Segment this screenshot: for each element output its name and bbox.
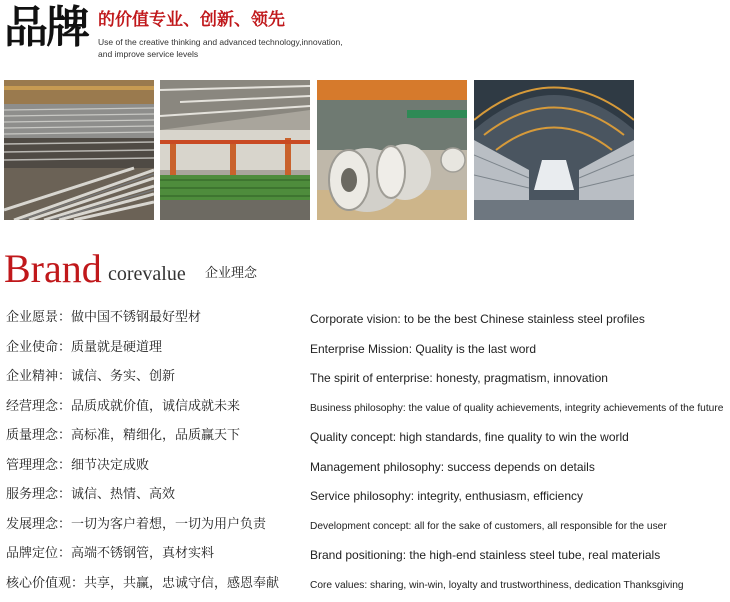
- value-cn: 服务理念：诚信、热情、高效: [6, 487, 176, 502]
- warehouse-hall-photo: [474, 80, 634, 220]
- value-row: [0, 514, 730, 543]
- value-en: Enterprise Mission: Quality is the last word: [310, 341, 537, 356]
- value-cn: 品牌定位：高端不锈钢管，真材实料: [6, 546, 215, 561]
- header-title: 品牌: [4, 2, 88, 53]
- value-cn: 企业精神：诚信、务实、创新: [6, 369, 176, 384]
- value-en: Service philosophy: integrity, enthusiasm, efficiency: [310, 489, 584, 503]
- value-en: Management philosophy: success depends on details: [310, 459, 595, 474]
- value-row: [0, 425, 730, 454]
- brand-word: Brand: [4, 246, 102, 291]
- value-cn: 发展理念：一切为客户着想，一切为用户负责: [6, 516, 267, 532]
- value-en: Quality concept: high standards, fine quality to win the world: [310, 430, 629, 444]
- value-en: The spirit of enterprise: honesty, pragmatism, innovation: [310, 371, 608, 385]
- value-row: [0, 543, 730, 572]
- value-en: Development concept: all for the sake of customers, all responsible for the user: [310, 520, 667, 532]
- header-description-line-1: Use of the creative thinking and advanced technology,innovation,: [98, 37, 343, 47]
- value-row: [0, 484, 730, 513]
- header-slogan: 的价值专业、创新、领先: [98, 10, 285, 30]
- value-row: [0, 396, 730, 425]
- factory-floor-photo: [160, 80, 310, 220]
- header-description-line-2: and improve service levels: [98, 49, 199, 59]
- value-en: Core values: sharing, win-win, loyalty and trustworthiness, dedication Thanksgiving: [310, 579, 684, 591]
- steel-coils-photo: [317, 80, 467, 220]
- value-row: [0, 307, 730, 336]
- value-cn: 企业使命：质量就是硬道理: [6, 339, 163, 355]
- value-cn: 管理理念：细节决定成败: [6, 457, 150, 473]
- value-en: Corporate vision: to be the best Chinese stainless steel profiles: [310, 312, 645, 326]
- value-en: Business philosophy: the value of quality achievements, integrity achievements of the future: [310, 402, 724, 414]
- value-row: [0, 573, 730, 602]
- value-cn: 质量理念：高标准，精细化，品质赢天下: [6, 428, 241, 443]
- brand-corevalue: corevalue: [108, 263, 186, 285]
- value-row: [0, 366, 730, 395]
- value-cn: 经营理念：品质成就价值，诚信成就未来: [6, 398, 241, 414]
- header-description: [98, 36, 388, 60]
- value-cn: 核心价值观：共享，共赢，忠诚守信，感恩奉献: [6, 575, 280, 591]
- photo-strip: [4, 80, 634, 220]
- value-row: [0, 337, 730, 366]
- value-en: Brand positioning: the high-end stainless steel tube, real materials: [310, 548, 661, 562]
- value-cn: 企业愿景：做中国不锈钢最好型材: [6, 310, 202, 325]
- steel-bars-warehouse-photo: [4, 80, 154, 220]
- value-row: [0, 455, 730, 484]
- brand-cn-title: 企业理念: [205, 266, 258, 281]
